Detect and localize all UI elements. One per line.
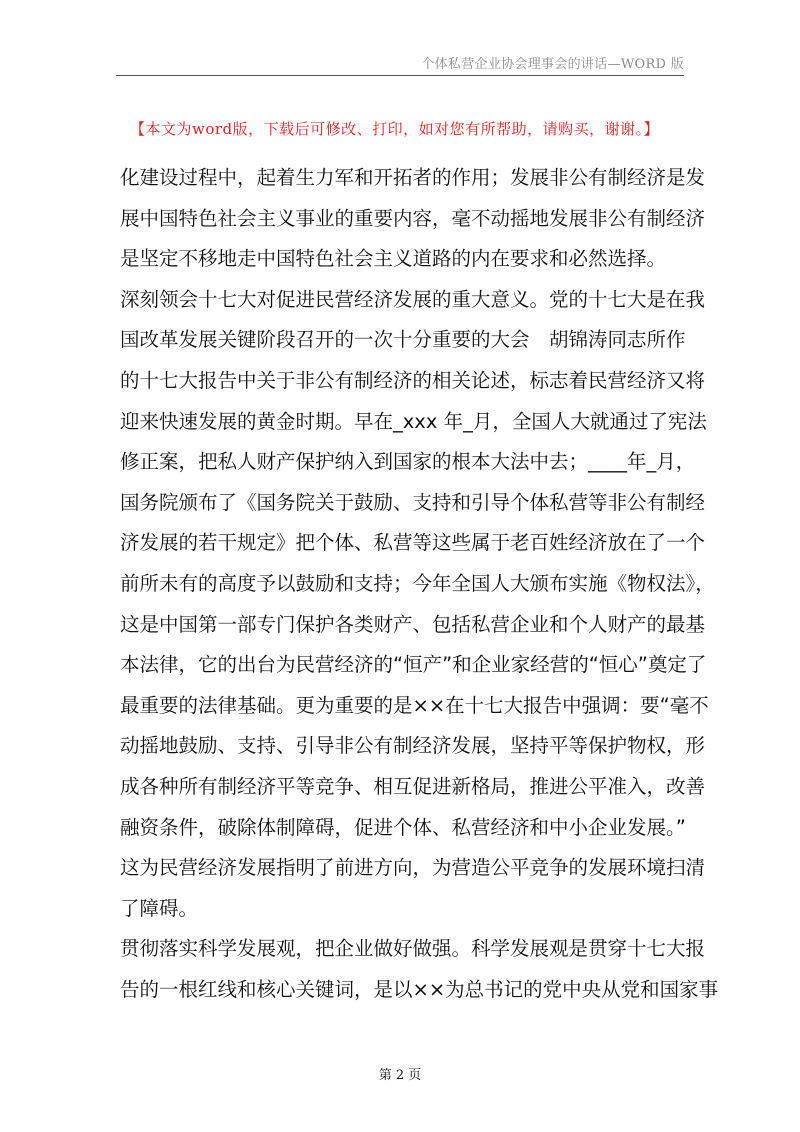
- text-line: 这是中国第一部专门保护各类财产、包括私营企业和个人财产的最基: [120, 612, 706, 636]
- text-line: 的十七大报告中关于非公有制经济的相关论述，标志着民营经济又将: [120, 368, 706, 392]
- text-line: 告的一根红线和核心关键词，是以××为总书记的党中央从党和国家事: [120, 977, 719, 1001]
- document-body: [120, 158, 719, 1010]
- text-line: 是坚定不移地走中国特色社会主义道路的内在要求和必然选择。: [120, 247, 667, 271]
- header-divider: [116, 75, 684, 76]
- text-line: 国务院颁布了《国务院关于鼓励、支持和引导个体私营等非公有制经: [120, 490, 706, 514]
- text-line: 本法律，它的出台为民营经济的“恒产”和企业家经营的“恒心”奠定了: [120, 653, 707, 677]
- page-number: 第 2 页: [378, 1068, 422, 1083]
- paragraph: [120, 929, 719, 1010]
- paragraph: [120, 280, 715, 930]
- text-line: 前所未有的高度予以鼓励和支持；今年全国人大颁布实施《物权法》，: [120, 571, 715, 595]
- running-header: 个体私营企业协会理事会的讲话—WORD 版: [421, 57, 684, 72]
- text-line: 最重要的法律基础。更为重要的是××在十七大报告中强调：要“毫不: [120, 693, 709, 717]
- text-line: 化建设过程中，起着生力军和开拓者的作用；发展非公有制经济是发: [120, 166, 706, 189]
- text-line: 济发展的若干规定》把个体、私营等这些属于老百姓经济放在了一个: [120, 531, 706, 555]
- text-line: 动摇地鼓励、支持、引导非公有制经济发展，坚持平等保护物权，形: [120, 734, 706, 758]
- purchase-notice: 【本文为word版，下载后可修改、打印，如对您有所帮助，请购买，谢谢。】: [130, 120, 660, 138]
- text-line: 成各种所有制经济平等竞争、相互促进新格局，推进公平准入，改善: [120, 774, 706, 798]
- text-line: 了障碍。: [120, 896, 199, 920]
- text-line: 深刻领会十七大对促进民营经济发展的重大意义。党的十七大是在我: [120, 287, 706, 311]
- paragraph: [120, 158, 706, 280]
- text-line: 国改革发展关键阶段召开的一次十分重要的大会 胡锦涛同志所作: [120, 328, 686, 352]
- text-line: 展中国特色社会主义事业的重要内容，毫不动摇地发展非公有制经济: [120, 206, 706, 230]
- text-line: 贯彻落实科学发展观，把企业做好做强。科学发展观是贯穿十七大报: [120, 937, 706, 961]
- text-line: 修正案，把私人财产保护纳入到国家的根本大法中去；____年_月，: [120, 450, 696, 474]
- text-line: 这为民营经济发展指明了前进方向，为营造公平竞争的发展环境扫清: [120, 856, 706, 880]
- text-line: 融资条件，破除体制障碍，促进个体、私营经济和中小企业发展。”: [120, 815, 686, 839]
- text-line: 迎来快速发展的黄金时期。早在_xxx 年_月，全国人大就通过了宪法: [120, 409, 707, 433]
